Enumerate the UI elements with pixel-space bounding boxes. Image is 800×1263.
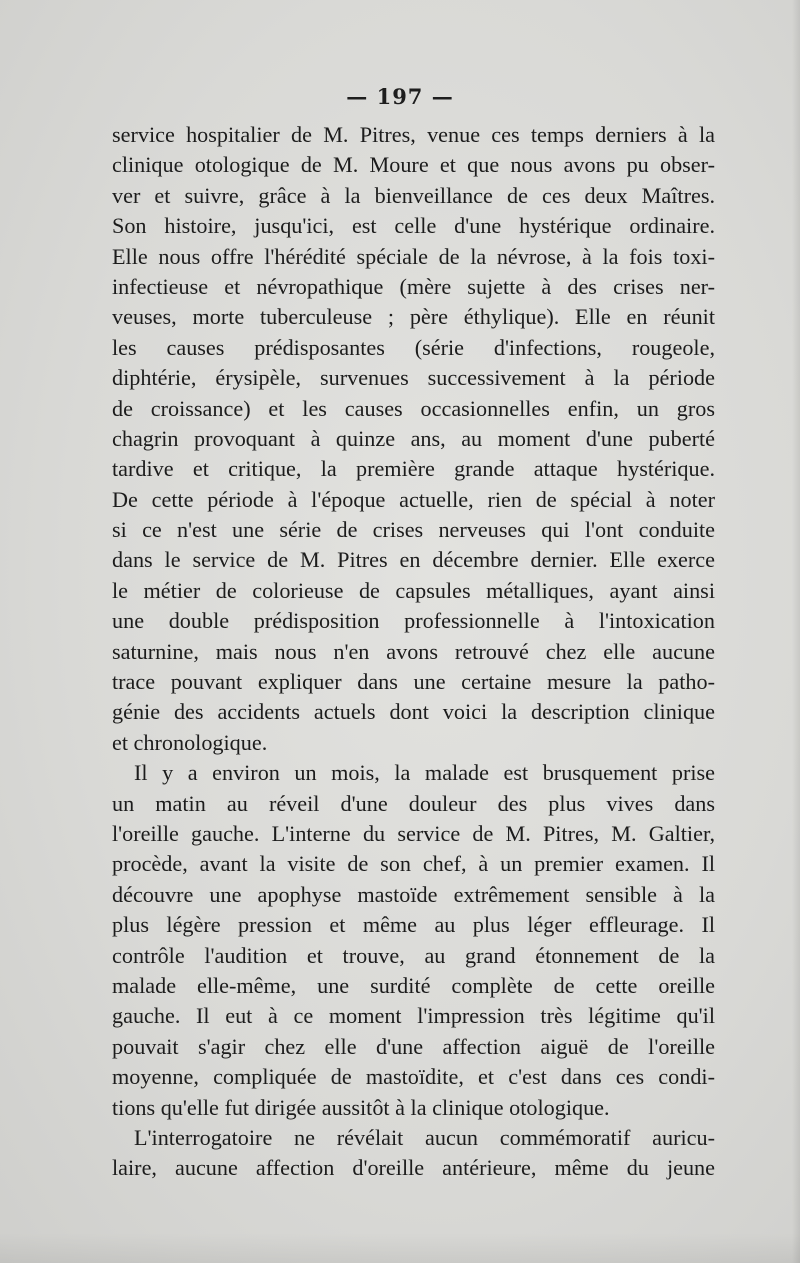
text-line: pouvait s'agir chez elle d'une affection aiguë de l'oreille bbox=[112, 1033, 715, 1059]
text-line: si ce n'est une série de crises nerveuses qui l'ont conduite bbox=[112, 517, 715, 543]
text-line: un matin au réveil d'une douleur des plus vives dans bbox=[112, 790, 715, 816]
page-edge-shadow bbox=[792, 0, 800, 1263]
text-line: gauche. Il eut à ce moment l'impression très légitime qu'il bbox=[112, 1003, 715, 1029]
text-line: l'oreille gauche. L'interne du service de M. Pitres, M. Galtier, bbox=[112, 820, 715, 846]
text-line: tions qu'elle fut dirigée aussitôt à la clinique otologique. bbox=[112, 1094, 610, 1120]
text-line: veuses, morte tuberculeuse ; père éthylique). Elle en réunit bbox=[112, 304, 715, 330]
text-line: chagrin provoquant à quinze ans, au moment d'une puberté bbox=[112, 425, 715, 451]
text-line: Son histoire, jusqu'ici, est celle d'une hystérique ordinaire. bbox=[112, 213, 715, 239]
text-line: saturnine, mais nous n'en avons retrouvé chez elle aucune bbox=[112, 638, 715, 664]
text-line: De cette période à l'époque actuelle, rien de spécial à noter bbox=[112, 486, 715, 512]
text-line: génie des accidents actuels dont voici la description clinique bbox=[112, 699, 715, 725]
text-line: infectieuse et névropathique (mère sujette à des crises ner- bbox=[112, 273, 715, 299]
paragraph bbox=[112, 758, 715, 1123]
text-line: clinique otologique de M. Moure et que nous avons pu obser- bbox=[112, 152, 715, 178]
text-line: L'interrogatoire ne révélait aucun commémoratif auricu- bbox=[134, 1124, 715, 1150]
text-line: une double prédisposition professionnelle à l'intoxication bbox=[112, 608, 715, 634]
text-line: le métier de colorieuse de capsules métalliques, ayant ainsi bbox=[112, 577, 715, 603]
text-line: tardive et critique, la première grande attaque hystérique. bbox=[112, 456, 715, 482]
text-line: Il y a environ un mois, la malade est brusquement prise bbox=[134, 760, 715, 786]
text-line: trace pouvant expliquer dans une certaine mesure la patho- bbox=[112, 669, 715, 695]
text-line: découvre une apophyse mastoïde extrêmement sensible à la bbox=[112, 881, 715, 907]
page-number: — 197 — bbox=[346, 84, 454, 109]
text-line: dans le service de M. Pitres en décembre dernier. Elle exerce bbox=[112, 547, 715, 573]
page-bottom-shadow bbox=[0, 1233, 800, 1263]
text-line: procède, avant la visite de son chef, à un premier examen. Il bbox=[112, 851, 715, 877]
text-line: les causes prédisposantes (série d'infections, rougeole, bbox=[112, 334, 715, 360]
paragraph bbox=[112, 120, 715, 758]
text-line: malade elle-même, une surdité complète de cette oreille bbox=[112, 972, 715, 998]
text-line: moyenne, compliquée de mastoïdite, et c'est dans ces condi- bbox=[112, 1064, 715, 1090]
text-line: Elle nous offre l'hérédité spéciale de la névrose, à la fois toxi- bbox=[112, 243, 715, 269]
text-line: contrôle l'audition et trouve, au grand étonnement de la bbox=[112, 942, 715, 968]
text-line: ver et suivre, grâce à la bienveillance de ces deux Maîtres. bbox=[112, 182, 715, 208]
text-line: laire, aucune affection d'oreille antérieure, même du jeune bbox=[112, 1155, 715, 1181]
text-line: de croissance) et les causes occasionnelles enfin, un gros bbox=[112, 395, 715, 421]
text-line: diphtérie, érysipèle, survenues successivement à la période bbox=[112, 365, 715, 391]
text-line: plus légère pression et même au plus léger effleurage. Il bbox=[112, 912, 715, 938]
body-text bbox=[112, 120, 715, 1184]
paragraph bbox=[112, 1123, 715, 1184]
text-line: et chronologique. bbox=[112, 729, 268, 755]
text-line: service hospitalier de M. Pitres, venue ces temps derniers à la bbox=[112, 122, 715, 147]
